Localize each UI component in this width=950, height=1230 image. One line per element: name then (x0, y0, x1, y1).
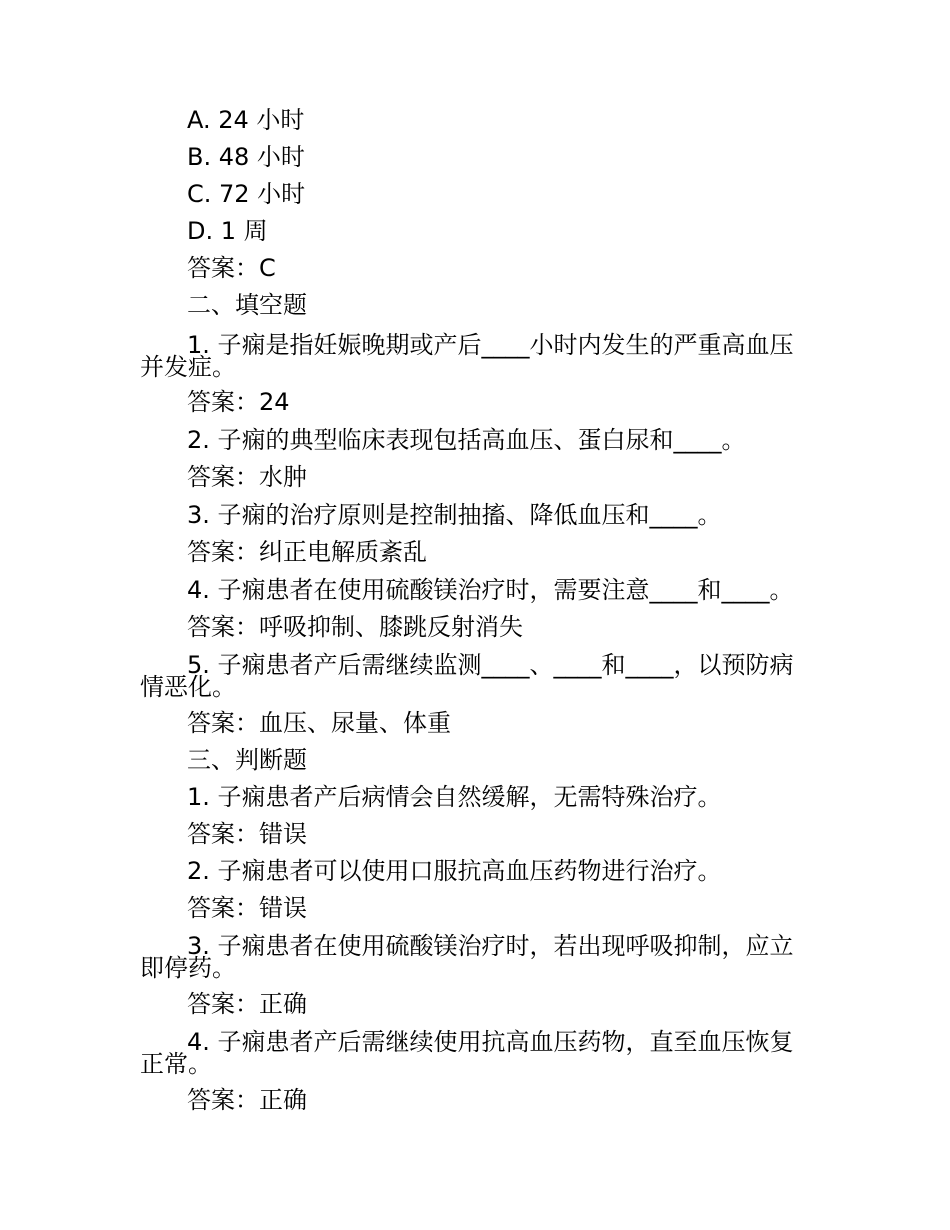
option-b: B. 48 小时 (187, 143, 305, 171)
fill-question-1-line-1: 1. 子痫是指妊娠晚期或产后____小时内发生的严重高血压 (187, 331, 794, 359)
tf-question-4-line-2: 正常。 (140, 1050, 212, 1078)
fill-answer-3: 答案：纠正电解质紊乱 (187, 538, 427, 566)
fill-question-3: 3. 子痫的治疗原则是控制抽搐、降低血压和____。 (187, 501, 722, 529)
fill-answer-4: 答案：呼吸抑制、膝跳反射消失 (187, 613, 523, 641)
fill-question-1 (140, 332, 820, 380)
tf-question-2: 2. 子痫患者可以使用口服抗高血压药物进行治疗。 (187, 857, 722, 885)
fill-answer-2: 答案：水肿 (187, 463, 307, 491)
fill-question-1-line-2: 并发症。 (140, 353, 236, 381)
fill-question-4: 4. 子痫患者在使用硫酸镁治疗时，需要注意____和____。 (187, 576, 794, 604)
section-title-fill-in: 二、填空题 (187, 291, 307, 319)
tf-question-4 (140, 1029, 820, 1077)
tf-answer-4: 答案：正确 (187, 1086, 307, 1114)
tf-question-3 (140, 933, 820, 981)
tf-question-1: 1. 子痫患者产后病情会自然缓解，无需特殊治疗。 (187, 783, 722, 811)
section-title-true-false: 三、判断题 (187, 746, 307, 774)
tf-question-4-line-1: 4. 子痫患者产后需继续使用抗高血压药物，直至血压恢复 (187, 1028, 794, 1056)
fill-question-5-line-1: 5. 子痫患者产后需继续监测____、____和____，以预防病 (187, 651, 794, 679)
fill-answer-1: 答案：24 (187, 388, 290, 416)
option-c: C. 72 小时 (187, 180, 306, 208)
answer-multiple-choice: 答案：C (187, 254, 276, 282)
option-d: D. 1 周 (187, 217, 268, 245)
tf-answer-3: 答案：正确 (187, 990, 307, 1018)
fill-question-2: 2. 子痫的典型临床表现包括高血压、蛋白尿和____。 (187, 426, 746, 454)
tf-question-3-line-2: 即停药。 (140, 954, 236, 982)
tf-answer-1: 答案：错误 (187, 820, 307, 848)
option-a: A. 24 小时 (187, 106, 305, 134)
fill-question-5-line-2: 情恶化。 (140, 673, 236, 701)
tf-answer-2: 答案：错误 (187, 894, 307, 922)
fill-answer-5: 答案：血压、尿量、体重 (187, 709, 451, 737)
fill-question-5 (140, 652, 820, 700)
tf-question-3-line-1: 3. 子痫患者在使用硫酸镁治疗时，若出现呼吸抑制，应立 (187, 932, 794, 960)
